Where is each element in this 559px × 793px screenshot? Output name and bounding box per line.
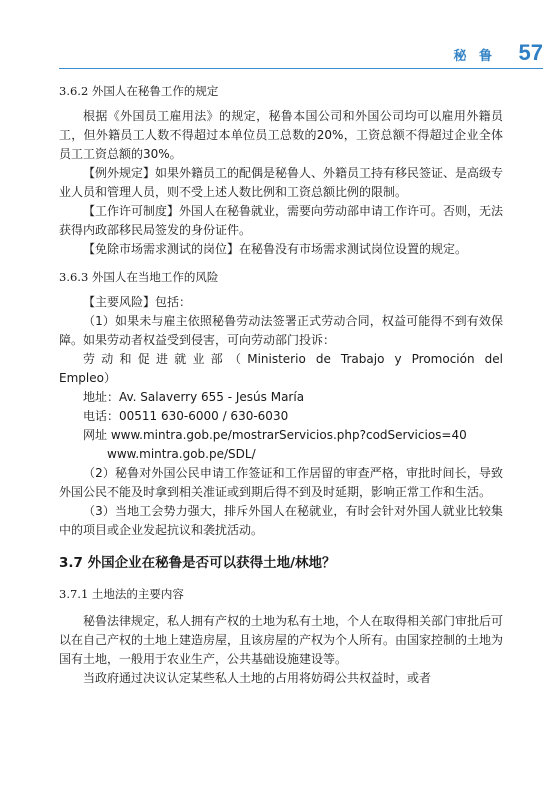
subsection-title-3-6-3: 3.6.3 外国人在当地工作的风险 [59,270,219,284]
page-number: 57 [518,40,543,65]
page-body [59,81,503,688]
org-name-line1: 劳动和促进就业部（Ministerio de Trabajo y Promoción del [83,352,503,366]
org-website-2: www.mintra.gob.pe/SDL/ [107,447,256,461]
paragraph-land-law: 秘鲁法律规定，私人拥有产权的土地为私有土地，个人在取得相关部门审批后可以在自己产权的土地上建造房屋，且该房屋的产权为个人所有。由国家控制的土地为国有土地，一般用于农业生产，公共基础设施建设等。 [59,614,504,666]
header-rule [59,68,543,69]
paragraph-land-law-2: 当政府通过决议认定某些私人土地的占用将妨碍公共权益时，或者 [83,671,432,685]
paragraph-risk-2: （2）秘鲁对外国公民申请工作签证和工作居留的审查严格，审批时间长，导致外国公民不能及时拿到相关准证或到期后得不到及时延期，影响正常工作和生活。 [59,466,503,499]
subsection-title-3-6-2: 3.6.2 外国人在秘鲁工作的规定 [59,84,219,98]
org-website: 网址 www.mintra.gob.pe/mostrarServicios.php?codServicios=40 [83,428,467,442]
paragraph-employment-law: 根据《外国员工雇用法》的规定，秘鲁本国公司和外国公司均可以雇用外籍员工，但外籍员工人数不得超过本单位员工总数的20%，工资总额不得超过企业全体员工工资总额的30%。 [59,109,503,161]
paragraph-risk-3: （3）当地工会势力强大，排斥外国人在秘就业，有时会针对外国人就业比较集中的项目或企业发起抗议和袭扰活动。 [59,504,503,537]
paragraph-risk-1: （1）如果未与雇主依照秘鲁劳动法签署正式劳动合同，权益可能得不到有效保障。如果劳动者权益受到侵害，可向劳动部门投诉： [59,314,503,347]
paragraph-risk-intro: 【主要风险】包括： [83,295,192,309]
section-title-3-7: 3.7 外国企业在秘鲁是否可以获得土地/林地？ [59,555,336,571]
org-address: 地址：Av. Salaverry 655 - Jesús María [83,390,305,404]
running-header-country: 秘 鲁 [453,49,496,64]
org-name-line2: Empleo） [59,371,116,385]
org-phone: 电话：00511 630-6000 / 630-6030 [83,409,289,423]
paragraph-market-test: 【免除市场需求测试的岗位】在秘鲁没有市场需求测试岗位设置的规定。 [83,242,468,256]
subsection-title-3-7-1: 3.7.1 土地法的主要内容 [59,587,184,601]
paragraph-work-permit: 【工作许可制度】外国人在秘鲁就业，需要向劳动部申请工作许可。否则，无法获得内政部移民局签发的身份证件。 [59,204,504,237]
paragraph-exceptions: 【例外规定】如果外籍员工的配偶是秘鲁人、外籍员工持有移民签证、是高级专业人员和管理人员，则不受上述人数比例和工资总额比例的限制。 [59,166,504,199]
